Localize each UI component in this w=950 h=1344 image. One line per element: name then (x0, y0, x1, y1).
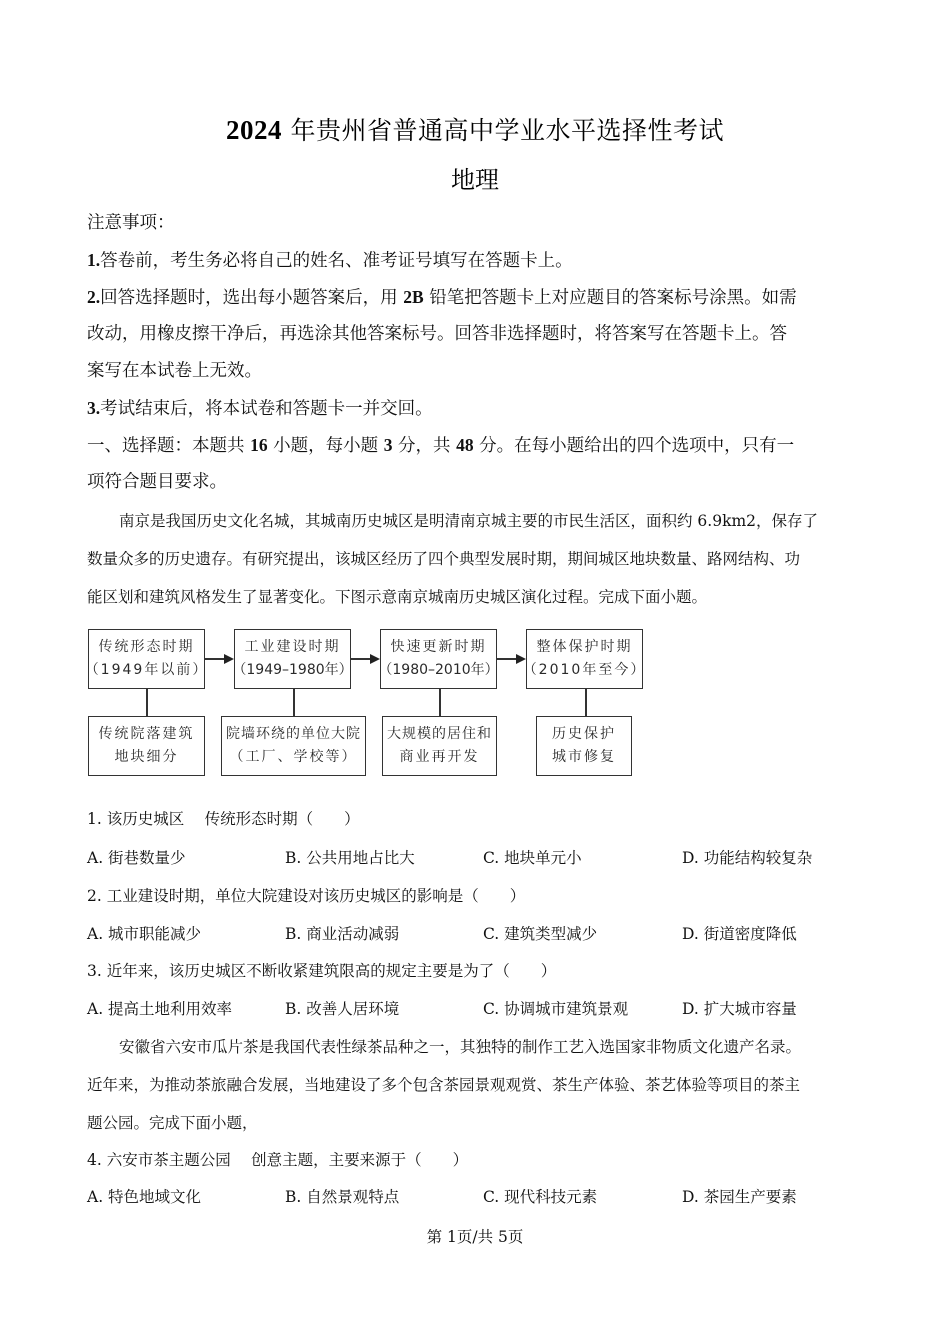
period-name: 工业建设时期 (244, 639, 341, 655)
feature-text: 商业再开发 (399, 749, 480, 765)
question-1-stem: 1. 该历史城区 传统形态时期（ ） (87, 810, 360, 828)
notice-item-text: 答卷前，考生务必将自己的姓名、准考证号填写在答题卡上。 (100, 251, 573, 271)
notice-item-number: 3. (87, 398, 101, 418)
notice-item-text: 考试结束后，将本试卷和答题卡一并交回。 (100, 399, 433, 419)
period-box-traditional (84, 629, 209, 689)
question-4-option-d[interactable]: D. 茶园生产要素 (682, 1188, 797, 1206)
question-3-option-c[interactable]: C. 协调城市建筑景观 (483, 1000, 629, 1018)
period-years: （1949年以前） (84, 662, 209, 678)
passage-2-line: 安徽省六安市瓜片茶是我国代表性绿茶品种之一，其独特的制作工艺入选国家非物质文化遗产名录。 (119, 1038, 802, 1056)
feature-text: 大规模的居住和 (387, 726, 492, 742)
arrow-line (497, 658, 516, 660)
passage-1-line: 南京是我国历史文化名城，其城南历史城区是明清南京城主要的市民生活区，面积约 6.9km2，保存了 (119, 512, 819, 530)
question-1-option-b[interactable]: B. 公共用地占比大 (285, 849, 415, 867)
notice-item-number: 2. (87, 287, 101, 307)
question-3-option-b[interactable]: B. 改善人居环境 (285, 1000, 400, 1018)
period-box-protection (522, 629, 647, 689)
question-1-option-d[interactable]: D. 功能结构较复杂 (682, 849, 813, 867)
period-box-industrial (234, 629, 351, 689)
notice-heading: 注意事项： (87, 213, 175, 233)
feature-text: 历史保护 (552, 726, 616, 742)
feature-box-protection (536, 716, 632, 776)
question-2-option-d[interactable]: D. 街道密度降低 (682, 925, 797, 943)
question-1-option-c[interactable]: C. 地块单元小 (483, 849, 582, 867)
period-years: （1949–1980年） (232, 662, 353, 678)
passage-2-line: 题公园。完成下面小题， (87, 1114, 258, 1132)
notice-item-3 (87, 396, 433, 421)
passage-1-line: 数量众多的历史遗存。有研究提出，该城区经历了四个典型发展时期，期间城区地块数量、路网结构、功 (87, 550, 801, 568)
period-box-rapid-renewal (380, 629, 497, 689)
page-number: 第 1页/共 5页 (426, 1228, 524, 1246)
period-name: 整体保护时期 (536, 639, 633, 655)
feature-text: 院墙环绕的单位大院 (226, 726, 361, 742)
section-header-line2: 项符合题目要求。 (87, 472, 227, 492)
section-header (87, 433, 794, 458)
subject-title: 地理 (451, 166, 499, 194)
feature-text: （工厂、学校等） (229, 749, 358, 765)
question-2-option-a[interactable]: A. 城市职能减少 (87, 925, 202, 943)
feature-box-traditional (88, 716, 205, 776)
question-2-option-c[interactable]: C. 建筑类型减少 (483, 925, 598, 943)
question-4-option-c[interactable]: C. 现代科技元素 (483, 1188, 598, 1206)
question-3-option-a[interactable]: A. 提高土地利用效率 (87, 1000, 233, 1018)
section-label: 分。在每小题给出的四个选项中，只有一 (473, 436, 795, 456)
notice-item-2-line3: 案写在本试卷上无效。 (87, 361, 262, 381)
notice-item-text: 回答选择题时，选出每小题答案后，用 (100, 288, 404, 308)
connector-line (439, 689, 441, 716)
passage-1-line: 能区划和建筑风格发生了显著变化。下图示意南京城南历史城区演化过程。完成下面小题。 (87, 588, 708, 606)
feature-text: 城市修复 (552, 749, 616, 765)
connector-line (146, 689, 148, 716)
connector-line (293, 689, 295, 716)
period-name: 传统形态时期 (98, 639, 195, 655)
notice-item-number: 1. (87, 250, 101, 270)
total-points: 48 (456, 435, 474, 455)
period-years: （2010年至今） (522, 662, 647, 678)
notice-item-text: 铅笔把答题卡上对应题目的答案标号涂黑。如需 (423, 288, 797, 308)
section-label: 分，共 (392, 436, 457, 456)
feature-text: 地块细分 (114, 749, 179, 765)
question-1-option-a[interactable]: A. 街巷数量少 (87, 849, 186, 867)
exam-title (0, 113, 950, 148)
section-label: 小题，每小题 (267, 436, 384, 456)
question-3-stem: 3. 近年来，该历史城区不断收紧建筑限高的规定主要是为了（ ） (87, 962, 557, 980)
question-4-option-b[interactable]: B. 自然景观特点 (285, 1188, 400, 1206)
exam-title-text: 年贵州省普通高中学业水平选择性考试 (290, 116, 724, 145)
question-2-stem: 2. 工业建设时期，单位大院建设对该历史城区的影响是（ ） (87, 887, 526, 905)
passage-2-line: 近年来，为推动茶旅融合发展，当地建设了多个包含茶园景观观赏、茶生产体验、茶艺体验等项目的茶主 (87, 1076, 801, 1094)
question-2-option-b[interactable]: B. 商业活动减弱 (285, 925, 400, 943)
question-3-option-d[interactable]: D. 扩大城市容量 (682, 1000, 797, 1018)
exam-year: 2024 (226, 115, 283, 145)
feature-text: 传统院落建筑 (98, 726, 195, 742)
feature-box-rapid-renewal (382, 716, 497, 776)
notice-item-1 (87, 248, 573, 273)
pencil-grade: 2B (403, 287, 424, 307)
period-name: 快速更新时期 (390, 639, 487, 655)
notice-item-2 (87, 285, 797, 310)
question-4-option-a[interactable]: A. 特色地域文化 (87, 1188, 202, 1206)
arrow-line (351, 658, 370, 660)
question-4-stem: 4. 六安市茶主题公园 创意主题，主要来源于（ ） (87, 1151, 469, 1169)
feature-box-industrial (221, 716, 366, 776)
question-count: 16 (250, 435, 268, 455)
connector-line (585, 689, 587, 716)
notice-item-2-line2: 改动，用橡皮擦干净后，再选涂其他答案标号。回答非选择题时，将答案写在答题卡上。答 (87, 324, 787, 344)
period-years: （1980–2010年） (378, 662, 499, 678)
section-label: 一、选择题：本题共 (87, 436, 251, 456)
points-each: 3 (383, 435, 393, 455)
